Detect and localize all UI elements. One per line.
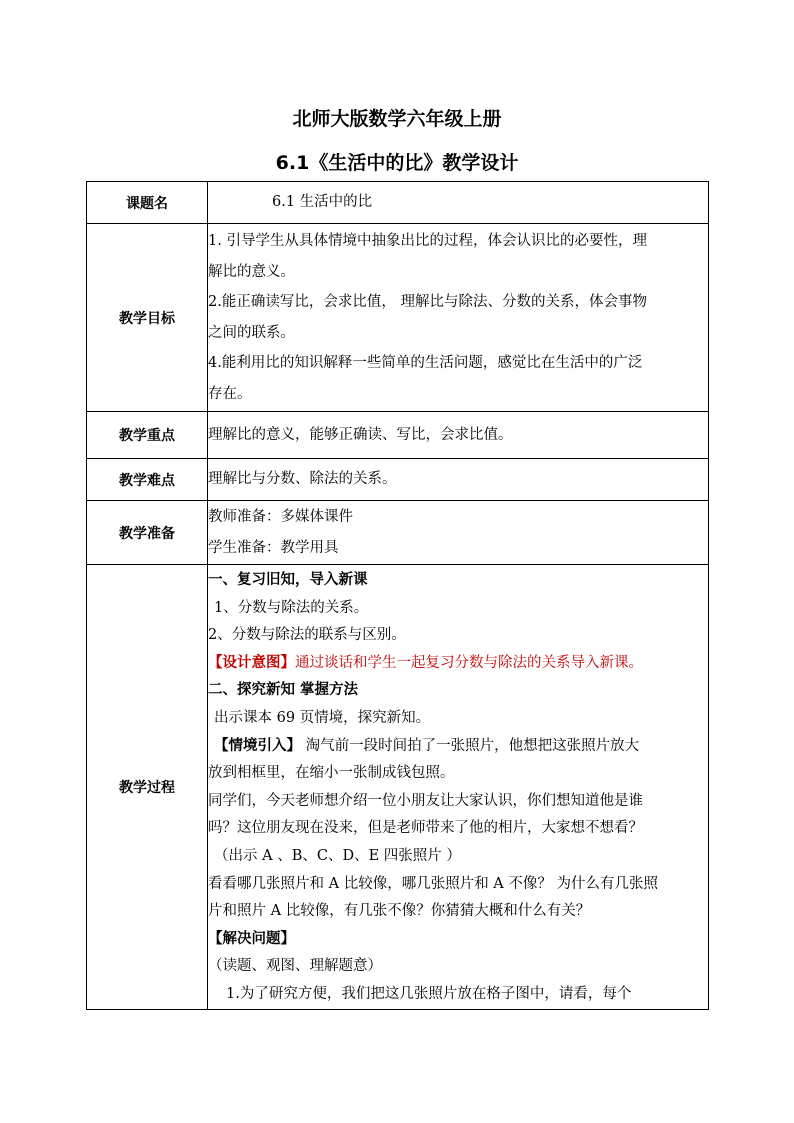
design-intent-text: 通过谈话和学生一起复习分数与除法的关系导入新课。	[295, 654, 643, 671]
process-line: 1.为了研究方便，我们把这几张照片放在格子图中，请看，每个	[226, 985, 632, 1002]
process-line: 2、分数与除法的联系与区别。	[208, 627, 406, 644]
lesson-plan-table	[86, 181, 709, 1010]
scenario-line	[208, 733, 708, 761]
goals-line: 2.能正确读写比，会求比值， 理解比与除法、分数的关系，体会事物	[208, 294, 647, 310]
key-points-label: 教学重点	[87, 412, 208, 459]
process-line: 放到相框里，在缩小一张制成钱包照。	[208, 765, 455, 782]
process-line: 同学们，今天老师想介绍一位小朋友让大家认识，你们想知道他是谁	[208, 792, 643, 809]
table-row-key-points	[87, 412, 709, 459]
preparation-label: 教学准备	[87, 501, 208, 565]
preparation-line: 学生准备：教学用具	[208, 539, 339, 556]
topic-label: 课题名	[87, 182, 208, 224]
goals-label: 教学目标	[87, 224, 208, 412]
goals-line: 解比的意义。	[208, 263, 295, 280]
process-label: 教学过程	[87, 565, 208, 1010]
goals-line: 之间的联系。	[208, 324, 295, 341]
process-line: （读题、观图、理解题意）	[208, 958, 382, 975]
document-subtitle: 6.1《生活中的比》教学设计	[275, 152, 519, 174]
process-heading: 二、探究新知 掌握方法	[208, 682, 359, 699]
goals-content	[208, 224, 709, 412]
process-heading: 一、复习旧知，导入新课	[208, 572, 368, 588]
process-line: （出示 A 、B、C、D、E 四张照片 ）	[214, 847, 461, 864]
scenario-tag: 【情境引入】	[214, 737, 301, 754]
table-row-preparation	[87, 501, 709, 565]
goals-line: 存在。	[208, 385, 252, 402]
goals-line: 4.能利用比的知识解释一些简单的生活问题，感觉比在生活中的广泛	[208, 355, 643, 371]
process-line: 1、分数与除法的关系。	[214, 599, 369, 616]
document-title: 北师大版数学六年级上册	[292, 108, 502, 130]
process-line: 吗？这位朋友现在没来，但是老师带来了他的相片，大家想不想看？	[208, 820, 643, 837]
preparation-content	[208, 501, 709, 565]
design-intent-tag: 【设计意图】	[208, 654, 295, 671]
key-points-value: 理解比的意义，能够正确读、写比，会求比值。	[208, 412, 709, 459]
table-row-goals	[87, 224, 709, 412]
solve-tag: 【解决问题】	[208, 930, 295, 947]
process-line: 出示课本 69 页情境，探究新知。	[214, 709, 431, 726]
table-row-topic	[87, 182, 709, 224]
goals-line: 1. 引导学生从具体情境中抽象出比的过程，体会认识比的必要性，理	[208, 233, 647, 249]
design-intent-line	[208, 650, 708, 678]
preparation-line: 教师准备：多媒体课件	[208, 509, 353, 525]
difficulties-value: 理解比与分数、除法的关系。	[208, 459, 709, 501]
difficulties-label: 教学难点	[87, 459, 208, 501]
process-content	[208, 565, 709, 1010]
table-row-difficulties	[87, 459, 709, 501]
process-line: 片和照片 A 比较像，有几张不像？你猜猜大概和什么有关？	[208, 903, 591, 920]
process-line: 看看哪几张照片和 A 比较像，哪几张照片和 A 不像？ 为什么有几张照	[208, 875, 658, 892]
topic-value: 6.1 生活中的比	[208, 182, 709, 224]
table-row-process	[87, 565, 709, 1010]
scenario-text: 淘气前一段时间拍了一张照片，他想把这张照片放大	[305, 737, 640, 754]
